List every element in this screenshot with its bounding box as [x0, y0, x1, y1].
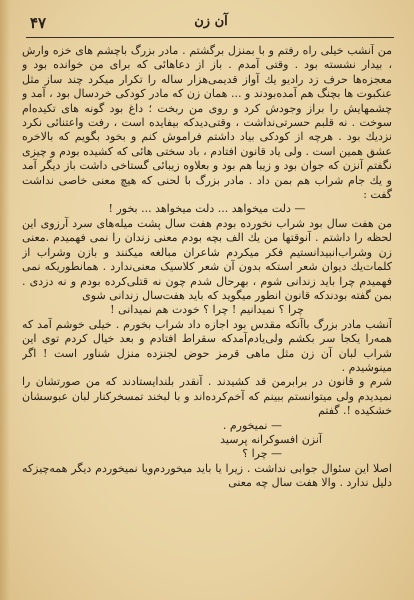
page-header — [30, 14, 392, 34]
header-rule — [26, 37, 394, 38]
paragraph: اصلا این سئوال جوابی نداشت . زیرا یا باید میخوردم‌ویا نمیخوردم دیگر همه‌چیزکه دلیل ندارد . والا هفت سال چه معنی — [22, 461, 392, 490]
paragraph: آنشب مادر بزرگ باآنکه مقدس بود اجازه داد شراب بخورم . خیلی خوشم آمد که همه‌را یکجا سر بکشم ولی‌یادم‌آمدکه سقراط افتادم و بعد خیال کردم توی این شراب لبان آن زن مثل ماهی قرمز حوض لجنزده منزل شناور است ! اگر مینوشیدم . — [22, 317, 392, 374]
dialogue-line: چرا ؟ نمیدانیم ! چرا ؟ خودت هم نمیدانی ! — [110, 303, 304, 317]
paragraph: من آنشب خیلی راه رفتم و با بمنزل برگشتم . مادر بزرگ باچشم های خزه وارش ، بیدار نشسته بود . وقتی آمدم . باز از دعاهائی که برای من خوانده بود و معجزه‌ها حرف زد رادیو یك آواز قدیمی‌هزار ساله را تکرار میکرد چند ساز مثل عنکبوت ها بچنگ هم آمده‌بودند و ... همان زن که مادر کودکی خردسال بود ، آمد و چشمهایش را براز وجودش کرد و روی من ربخت ؛ داغ بود گونه های تکیده‌ام سوخت . نه قلبم حسرتی‌نداشت ، وقتی‌دیدکه بیفایده است ، رفت واعتنائی نکرد نزدیك بود . هرچه از کودکی بیاد داشتم فراموش کنم و بخود بگویم که بالاخره عشق همین است . ولی یاد قانون افتادم ، باد سختی هائی که کشیده بودم و چیزی نگفتم آنزن که جوان بود و زیبا هم بود و بعلاوه زیبائی گستاخی داشت باز دیگر آمد و یك جام شراب هم بمن داد . مادر بزرگ با لحنی که هیچ معنی خاصی نداشت گفت : — [22, 44, 392, 202]
paragraph: من هفت سال بود شراب نخورده بودم هفت سال پشت میله‌های سرد آرزوی این لحظه را داشتم . آنوقتها من یك الف بچه بودم معنی زندان را نمی فهمیدم .معنی زن وشراب‌انبیدانستیم فکر میکردم شاعران مبالغه میکنند و بازن وشراب از کلمات‌یك دیوان شعر استکه بدون آن شعر کلاسیک معنی‌ندارد . همانطوریکه نمی فهمیدم چرا باید زندانی شوم ، بهرحال شدم چون نه قتلی‌کرده بودم و نه دزدی . بمن گفته بودندکه قانون انطور میگوید که باید هفت‌سال زندانی شوی — [22, 216, 392, 302]
dialogue-line: — نمیخورم . — [222, 418, 282, 432]
dialogue-line: — چرا ؟ — [242, 447, 282, 461]
page-edge-shadow — [0, 0, 10, 600]
page-number: ۴۷ — [30, 14, 47, 32]
paragraph: آنزن افسوکرانه پرسید — [220, 432, 322, 446]
paragraph: شرم و قانون در برابرمن قد کشیدند . آنقدر بلند‌ایستادند که من صورتشان را نمیدیدم ولی میتوانستم ببینم که آخم‌کرده‌اند و با لبخند تمسخرکنار لبان عبوسشان خشکیده !. گفتم — [22, 375, 392, 418]
dialogue-line: — دلت میخواهد ... دلت میخواهد ... بخور ! — [108, 202, 306, 216]
running-title: آن زن — [194, 14, 228, 29]
body-text — [22, 44, 392, 592]
